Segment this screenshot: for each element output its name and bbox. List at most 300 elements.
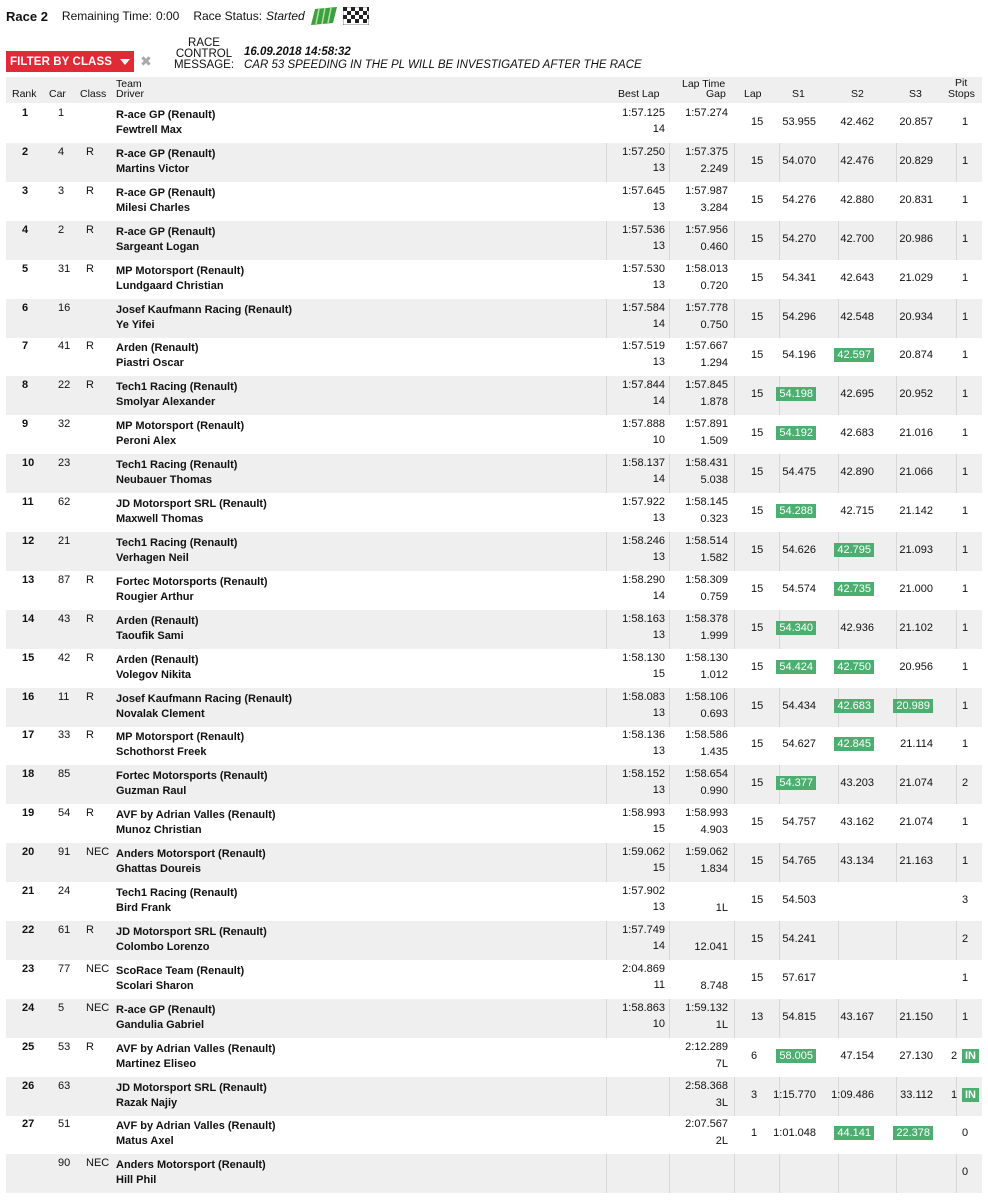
column-divider (606, 921, 607, 960)
column-divider (669, 376, 670, 415)
team-cell: Fortec Motorsports (Renault) (116, 770, 268, 783)
s3-cell: 20.831 (899, 193, 933, 206)
class-cell: R (86, 573, 94, 586)
column-divider (734, 376, 735, 415)
in-pit-badge: IN (962, 1088, 979, 1102)
rank-cell: 16 (22, 690, 35, 703)
column-divider (734, 1154, 735, 1193)
column-divider (734, 1077, 735, 1116)
gap-cell: 5.038 (700, 474, 728, 487)
table-row[interactable] (6, 882, 982, 921)
driver-cell: Smolyar Alexander (116, 396, 216, 409)
driver-cell: Peroni Alex (116, 435, 177, 448)
s3-cell: 20.952 (899, 388, 933, 401)
column-divider (669, 221, 670, 260)
team-cell: Tech1 Racing (Renault) (116, 381, 238, 394)
car-cell: 22 (58, 379, 71, 392)
lap-cell: 15 (751, 971, 764, 984)
gap-cell: 1.999 (700, 629, 728, 642)
s1-cell: 57.617 (782, 971, 816, 984)
column-divider (606, 999, 607, 1038)
best-sector-highlight: 42.795 (834, 543, 874, 557)
best-lap-number-cell: 14 (652, 317, 665, 330)
gap-cell: 4.903 (700, 824, 728, 837)
s2-cell (834, 544, 874, 556)
column-divider (669, 143, 670, 182)
table-row[interactable] (6, 843, 982, 882)
gap-cell: 1.509 (700, 435, 728, 448)
col-s1[interactable]: S1 (792, 88, 805, 100)
s1-cell: 54.574 (782, 582, 816, 595)
pit-stops-cell: 1 (962, 116, 969, 128)
col-s2[interactable]: S2 (851, 88, 864, 100)
table-row[interactable] (6, 1154, 982, 1193)
lap-cell: 15 (751, 349, 764, 362)
best-lap-number-cell: 13 (652, 278, 665, 291)
rank-cell: 21 (22, 885, 35, 897)
car-cell: 85 (58, 768, 71, 781)
best-lap-cell: 1:57.902 (622, 885, 665, 897)
lap-time-cell: 1:59.062 (685, 846, 728, 859)
rank-cell: 14 (22, 612, 35, 625)
class-cell: R (86, 262, 94, 275)
column-divider (606, 143, 607, 182)
s1-cell: 53.955 (782, 116, 816, 128)
s2-cell: 42.476 (840, 154, 874, 167)
best-lap-number-cell: 13 (652, 706, 665, 719)
s2-cell (834, 738, 874, 750)
driver-cell: Rougier Arthur (116, 590, 194, 603)
s1-cell: 54.503 (782, 894, 816, 906)
table-row[interactable] (6, 532, 982, 571)
driver-cell: Piastri Oscar (116, 357, 184, 370)
lap-time-cell: 1:58.309 (685, 573, 728, 586)
column-divider (734, 765, 735, 804)
results-table-header (6, 77, 982, 103)
best-sector-highlight: 42.683 (834, 699, 874, 713)
s2-cell (834, 583, 874, 595)
s1-cell: 54.627 (782, 738, 816, 751)
column-divider (669, 299, 670, 338)
gap-cell: 8.748 (700, 979, 728, 992)
car-cell: 90 (58, 1157, 71, 1170)
table-row[interactable] (6, 921, 982, 960)
team-cell: AVF by Adrian Valles (Renault) (116, 1042, 276, 1055)
rank-cell: 3 (22, 184, 29, 197)
column-divider (838, 143, 839, 182)
best-lap-cell: 1:57.749 (622, 923, 665, 936)
class-cell: R (86, 340, 94, 353)
s3-cell: 21.163 (899, 855, 933, 868)
column-divider (606, 221, 607, 260)
s1-cell: 1:15.770 (773, 1088, 816, 1101)
table-row[interactable] (6, 143, 982, 182)
col-s3[interactable]: S3 (909, 88, 922, 100)
pit-stops-cell: 3 (962, 894, 969, 906)
car-cell: 24 (58, 885, 71, 897)
column-divider (956, 299, 957, 338)
race-control-label-line1: RACE (188, 37, 220, 49)
s2-cell: 43.134 (840, 855, 874, 868)
column-divider (734, 532, 735, 571)
car-cell: 2 (58, 223, 65, 236)
lap-time-cell: 1:57.891 (685, 418, 728, 431)
column-divider (838, 610, 839, 649)
pit-stops-cell: 0 (962, 1127, 969, 1140)
table-row[interactable] (6, 260, 982, 299)
table-row[interactable] (6, 221, 982, 260)
car-cell: 1 (58, 107, 65, 119)
driver-cell: Schothorst Freek (116, 746, 207, 759)
class-cell: R (86, 690, 94, 703)
driver-cell: Colombo Lorenzo (116, 940, 210, 953)
driver-cell: Lundgaard Christian (116, 279, 224, 292)
table-row[interactable] (6, 1038, 982, 1077)
s3-cell: 21.102 (899, 621, 933, 634)
column-divider (838, 843, 839, 882)
lap-cell: 15 (751, 543, 764, 556)
best-lap-number-cell: 13 (652, 512, 665, 524)
column-divider (956, 1154, 957, 1193)
column-divider (779, 688, 780, 727)
lap-cell: 15 (751, 427, 764, 440)
best-sector-highlight: 42.750 (834, 660, 874, 674)
caret-down-icon (120, 59, 130, 65)
gap-cell: 0.990 (700, 785, 728, 798)
best-lap-cell: 1:58.130 (622, 651, 665, 664)
s2-cell: 42.890 (840, 466, 874, 479)
team-cell: R-ace GP (Renault) (116, 147, 216, 160)
column-divider (896, 143, 897, 182)
clear-filter-icon[interactable]: ✖ (140, 53, 152, 69)
s1-cell: 54.341 (782, 271, 816, 284)
s1-cell: 54.626 (782, 543, 816, 556)
driver-cell: Razak Najiy (116, 1096, 178, 1109)
gap-cell: 1.012 (700, 668, 728, 681)
column-divider (956, 688, 957, 727)
gap-cell: 7L (715, 1057, 728, 1070)
class-cell: R (86, 612, 94, 625)
team-cell: Tech1 Racing (Renault) (116, 887, 238, 899)
s3-cell: 21.074 (899, 816, 933, 829)
lap-cell: 15 (751, 271, 764, 284)
col-team[interactable]: Team (116, 78, 142, 90)
col-stops[interactable]: Stops (948, 88, 975, 100)
best-lap-number-cell: 15 (652, 823, 665, 836)
lap-time-cell: 1:58.514 (685, 534, 728, 547)
pit-stops-cell: 1 (962, 505, 969, 517)
col-car[interactable]: Car (49, 88, 66, 100)
s2-cell: 47.154 (840, 1049, 874, 1062)
driver-cell: Munoz Christian (116, 824, 202, 837)
pit-stops-cell: 1 (962, 738, 969, 751)
table-row[interactable] (6, 1115, 982, 1154)
s3-cell: 21.066 (899, 466, 933, 479)
col-lap[interactable]: Lap (744, 88, 762, 100)
driver-cell: Neubauer Thomas (116, 474, 212, 487)
pit-stops-cell: 1 (962, 699, 969, 712)
best-lap-cell: 1:57.922 (622, 496, 665, 508)
rank-cell: 6 (22, 301, 29, 314)
team-cell: Anders Motorsport (Renault) (116, 1159, 266, 1172)
table-row[interactable] (6, 454, 982, 493)
table-row[interactable] (6, 337, 982, 376)
gap-cell: 1.834 (700, 863, 728, 876)
column-divider (734, 843, 735, 882)
column-divider (896, 221, 897, 260)
table-row[interactable] (6, 299, 982, 338)
column-divider (838, 999, 839, 1038)
column-divider (956, 143, 957, 182)
best-lap-number-cell: 13 (652, 628, 665, 641)
column-divider (779, 1154, 780, 1193)
class-cell: R (86, 145, 94, 158)
lap-time-cell: 1:58.586 (685, 729, 728, 742)
team-cell: Arden (Renault) (116, 342, 199, 355)
best-lap-number-cell: 10 (652, 1017, 665, 1030)
column-divider (606, 843, 607, 882)
best-sector-highlight: 54.377 (776, 776, 816, 790)
team-cell: AVF by Adrian Valles (Renault) (116, 1120, 276, 1133)
team-cell: JD Motorsport SRL (Renault) (116, 925, 267, 938)
class-cell: R (86, 729, 94, 742)
car-cell: 51 (58, 1118, 71, 1131)
car-cell: 21 (58, 534, 71, 547)
gap-cell: 2.249 (700, 162, 728, 175)
lap-time-cell: 1:57.375 (685, 145, 728, 158)
table-row[interactable] (6, 493, 982, 532)
col-pit[interactable]: Pit (955, 77, 968, 89)
column-divider (956, 921, 957, 960)
rank-cell: 20 (22, 846, 35, 859)
team-cell: AVF by Adrian Valles (Renault) (116, 809, 276, 822)
lap-time-cell: 1:58.106 (685, 690, 728, 703)
col-lap-time[interactable]: Lap Time (682, 78, 726, 90)
class-cell: NEC (86, 846, 110, 859)
table-row[interactable] (6, 104, 982, 143)
checkered-flag-icon (343, 7, 369, 25)
race-status-label: Race Status: (193, 9, 263, 23)
best-lap-cell: 1:59.062 (622, 846, 665, 859)
team-cell: Josef Kaufmann Racing (Renault) (116, 303, 293, 316)
best-lap-number-cell: 13 (652, 356, 665, 369)
column-divider (779, 999, 780, 1038)
col-rank[interactable]: Rank (12, 88, 37, 100)
table-row[interactable] (6, 726, 982, 765)
team-cell: MP Motorsport (Renault) (116, 731, 245, 744)
table-row[interactable] (6, 960, 982, 999)
team-cell: Fortec Motorsports (Renault) (116, 575, 268, 588)
s3-cell: 21.150 (899, 1010, 933, 1023)
s2-cell: 42.700 (840, 232, 874, 245)
best-sector-highlight: 54.198 (776, 387, 816, 401)
rank-cell: 11 (22, 496, 34, 508)
table-row[interactable] (6, 804, 982, 843)
table-row[interactable] (6, 415, 982, 454)
best-lap-number-cell: 10 (652, 434, 665, 447)
lap-time-cell: 1:57.845 (685, 379, 728, 392)
col-best-lap[interactable]: Best Lap (618, 88, 660, 100)
pit-stops-cell: 1 (962, 582, 969, 595)
best-lap-number-cell: 13 (652, 784, 665, 797)
best-sector-highlight: 42.597 (834, 348, 874, 362)
pit-stops-cell: 1 (962, 310, 969, 323)
lap-cell: 15 (751, 116, 764, 128)
lap-time-cell: 1:58.654 (685, 768, 728, 781)
table-row[interactable] (6, 765, 982, 804)
lap-time-cell: 1:58.993 (685, 807, 728, 820)
col-class[interactable]: Class (80, 88, 107, 100)
column-divider (779, 454, 780, 493)
best-lap-number-cell: 14 (652, 395, 665, 408)
team-cell: R-ace GP (Renault) (116, 186, 216, 199)
car-cell: 11 (58, 690, 70, 703)
car-cell: 3 (58, 184, 65, 197)
best-lap-cell: 1:58.993 (622, 807, 665, 820)
s2-cell: 42.715 (840, 505, 874, 517)
gap-cell: 1L (715, 902, 728, 914)
column-divider (669, 1077, 670, 1116)
driver-cell: Novalak Clement (116, 707, 205, 720)
table-row[interactable] (6, 571, 982, 610)
car-cell: 16 (58, 301, 71, 314)
s3-cell: 21.029 (899, 271, 933, 284)
column-divider (956, 454, 957, 493)
gap-cell: 0.693 (700, 707, 728, 720)
table-row[interactable] (6, 688, 982, 727)
rank-cell: 26 (22, 1079, 35, 1092)
pit-stops-cell: 1 (962, 349, 969, 362)
column-divider (838, 1154, 839, 1193)
car-cell: 31 (58, 262, 71, 275)
column-divider (606, 1077, 607, 1116)
column-divider (734, 221, 735, 260)
column-divider (956, 532, 957, 571)
race-title: Race 2 (6, 8, 48, 24)
s2-cell (834, 1127, 874, 1139)
best-lap-cell: 1:58.152 (622, 768, 665, 781)
column-divider (669, 843, 670, 882)
gap-cell: 0.720 (700, 279, 728, 292)
s1-cell: 54.196 (782, 349, 816, 362)
gap-cell: 1.294 (700, 357, 728, 370)
table-row[interactable] (6, 999, 982, 1038)
best-lap-number-cell: 14 (652, 589, 665, 602)
driver-cell: Fewtrell Max (116, 124, 183, 136)
best-sector-highlight: 22.378 (893, 1126, 933, 1140)
column-divider (669, 765, 670, 804)
column-divider (896, 999, 897, 1038)
rank-cell: 24 (22, 1001, 35, 1014)
pit-stops-cell: 2 (962, 932, 969, 945)
s1-cell: 54.475 (782, 466, 816, 479)
rank-cell: 1 (22, 107, 29, 119)
lap-cell: 15 (751, 894, 764, 906)
lap-cell: 15 (751, 621, 764, 634)
s1-cell (776, 1050, 816, 1062)
lap-time-cell: 1:58.378 (685, 612, 728, 625)
race-status-value: Started (266, 9, 305, 23)
best-sector-highlight: 54.340 (776, 621, 816, 635)
pit-stops-cell: 1 (962, 816, 969, 829)
best-lap-number-cell: 13 (652, 550, 665, 563)
s3-cell: 21.016 (899, 427, 933, 440)
rank-cell: 5 (22, 262, 29, 275)
s1-cell: 54.296 (782, 310, 816, 323)
filter-by-class-button[interactable] (6, 51, 134, 72)
team-cell: Anders Motorsport (Renault) (116, 848, 266, 861)
table-row[interactable] (6, 1077, 982, 1116)
gap-cell: 1L (715, 1018, 728, 1031)
s1-cell: 54.270 (782, 232, 816, 245)
best-sector-highlight: 54.424 (776, 660, 816, 674)
table-row[interactable] (6, 610, 982, 649)
s3-cell: 21.074 (899, 777, 933, 790)
in-pit-badge: IN (962, 1049, 979, 1063)
team-cell: R-ace GP (Renault) (116, 1003, 216, 1016)
s1-cell: 54.434 (782, 699, 816, 712)
best-lap-cell: 1:57.536 (622, 223, 665, 236)
filter-label: FILTER BY CLASS (9, 55, 113, 68)
s1-cell: 54.815 (782, 1010, 816, 1023)
class-cell: NEC (86, 1157, 110, 1170)
gap-cell: 12.041 (694, 940, 728, 953)
best-lap-number-cell: 13 (652, 161, 665, 174)
s1-cell (776, 505, 816, 517)
driver-cell: Verhagen Neil (116, 551, 189, 564)
rank-cell: 23 (22, 962, 35, 975)
rank-cell: 7 (22, 340, 29, 353)
rank-cell: 18 (22, 768, 35, 781)
s3-cell: 21.114 (900, 738, 933, 751)
col-driver[interactable]: Driver (116, 88, 144, 100)
class-cell: NEC (86, 1001, 110, 1014)
car-cell: 87 (58, 573, 71, 586)
driver-cell: Taoufik Sami (116, 629, 184, 642)
column-divider (956, 843, 957, 882)
best-lap-cell: 1:58.136 (622, 729, 665, 742)
team-cell: MP Motorsport (Renault) (116, 264, 245, 277)
table-row[interactable] (6, 376, 982, 415)
rank-cell: 4 (22, 223, 29, 236)
gap-cell: 3.284 (700, 201, 728, 214)
table-row[interactable] (6, 182, 982, 221)
s3-cell: 20.986 (899, 232, 933, 245)
rank-cell: 15 (22, 651, 35, 664)
car-cell: 43 (58, 612, 71, 625)
column-divider (734, 143, 735, 182)
car-cell: 61 (58, 923, 71, 936)
table-row[interactable] (6, 649, 982, 688)
class-cell: R (86, 1040, 94, 1053)
column-divider (734, 999, 735, 1038)
best-lap-number-cell: 13 (652, 745, 665, 758)
column-divider (779, 921, 780, 960)
pit-stops-cell: 1 (962, 971, 969, 984)
s1-cell (776, 661, 816, 673)
col-gap[interactable]: Gap (706, 88, 726, 100)
lap-cell: 15 (751, 932, 764, 945)
lap-cell: 15 (751, 466, 764, 479)
pit-stops-cell: 1 (962, 466, 969, 479)
car-cell: 53 (58, 1040, 71, 1053)
car-cell: 62 (58, 496, 71, 508)
column-divider (956, 999, 957, 1038)
best-sector-highlight: 58.005 (776, 1049, 816, 1063)
driver-cell: Ghattas Doureis (116, 863, 201, 876)
best-lap-cell: 1:57.125 (622, 107, 665, 119)
rank-cell: 13 (22, 573, 35, 586)
